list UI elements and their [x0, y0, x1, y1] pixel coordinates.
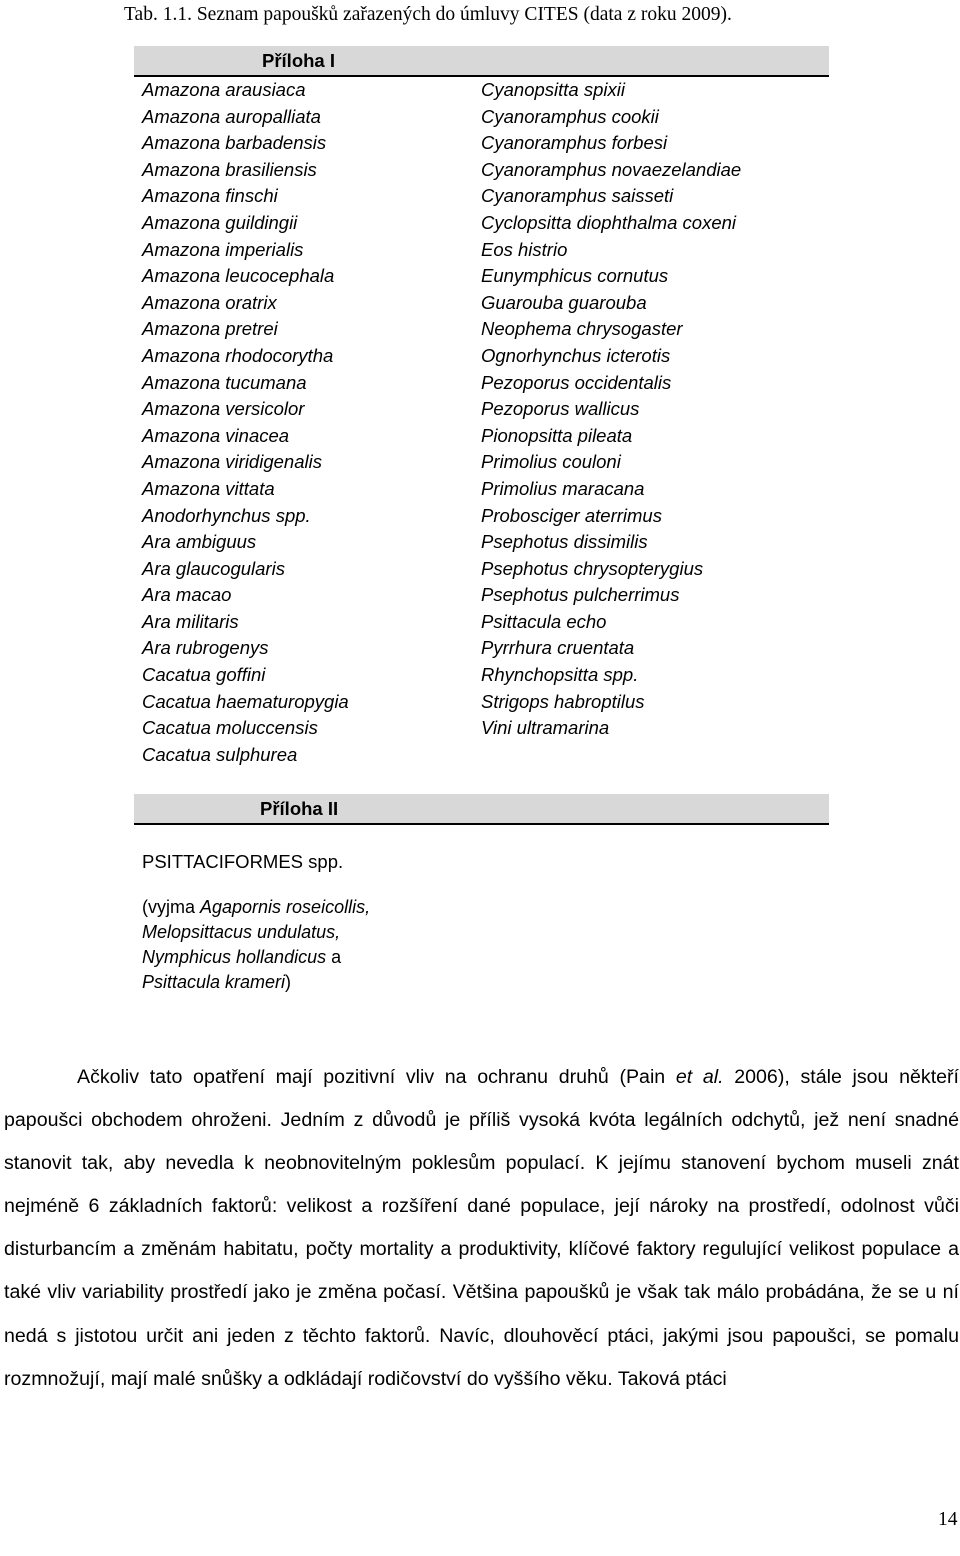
species-name: Psephotus dissimilis	[481, 531, 648, 553]
species-name: Cyclopsitta diophthalma coxeni	[481, 211, 737, 233]
species-name: Rhynchopsitta spp.	[481, 664, 639, 686]
species-name: Amazona guildingii	[142, 211, 298, 233]
table-caption: Tab. 1.1. Seznam papoušků zařazených do úmluvy CITES (data z roku 2009).	[124, 4, 732, 25]
appendix-2-exceptions	[142, 895, 370, 995]
exception-species: Psittacula krameri	[142, 972, 286, 992]
species-name: Cacatua sulphurea	[142, 743, 298, 765]
species-name: Cacatua goffini	[142, 664, 266, 686]
appendix-1-title: Příloha I	[262, 50, 335, 71]
species-name: Eos histrio	[481, 238, 568, 260]
species-name: Cyanopsitta spixii	[481, 79, 625, 100]
body-text-part-2: 2006), stále jsou někteří papoušci obchodem ohroženi. Jedním z důvodů je příliš vysoká kvóta legálních odchytů, jež není snadné stanovit tak, aby nevedla k neobnovitelným poklesům populací. K jejímu stanovení bychom museli znát nejméně 6 základních faktorů: velikost a rozšíření dané populace, její nároky na prostředí, odolnost vůči disturbancím a změnám habitatu, počty mortality a produktivity, klíčové faktory regulující velikost populace a také vliv variability prostředí jako je změna počasí. Většina papoušků je však tak málo probádána, že se u ní nedá s jistotou určit ani jeden z těchto faktorů. Navíc, dlouhověcí ptáci, jakými jsou papoušci, se pomalu rozmnožují, mají malé snůšky a odkládají rodičovství do vyššího věku. Taková ptáci	[4, 1066, 959, 1390]
body-text-part-1: Ačkoliv tato opatření mají pozitivní vliv na ochranu druhů (Pain	[77, 1066, 676, 1088]
species-name: Amazona barbadensis	[142, 132, 327, 154]
species-name: Amazona tucumana	[142, 371, 307, 393]
species-name: Strigops habroptilus	[481, 690, 645, 712]
species-name: Psephotus pulcherrimus	[481, 584, 680, 606]
species-name: Amazona oratrix	[142, 291, 277, 313]
species-name: Cyanoramphus novaezelandiae	[481, 158, 742, 180]
species-name: Amazona auropalliata	[142, 105, 321, 127]
species-name: Eunymphicus cornutus	[481, 265, 669, 287]
page-number: 14	[938, 1509, 958, 1530]
species-name: Anodorhynchus spp.	[142, 504, 311, 526]
body-paragraph	[4, 1056, 959, 1401]
species-name: Primolius couloni	[481, 451, 621, 473]
species-name: Amazona leucocephala	[142, 265, 335, 287]
species-name: Psephotus chrysopterygius	[481, 557, 704, 579]
exception-species: Nymphicus hollandicus	[142, 947, 327, 967]
appendix-2-title: Příloha II	[260, 798, 339, 819]
exceptions-and: a	[326, 947, 342, 967]
species-name: Cyanoramphus cookii	[481, 105, 659, 127]
exceptions-open: (vyjma	[142, 897, 200, 917]
species-name: Guarouba guarouba	[481, 291, 647, 313]
species-name: Amazona pretrei	[142, 318, 278, 340]
species-name: Probosciger aterrimus	[481, 504, 662, 526]
appendix-1-column-1	[142, 77, 349, 768]
exception-species: Agapornis roseicollis,	[200, 897, 371, 917]
species-name: Cyanoramphus saisseti	[481, 185, 674, 207]
species-name: Amazona vittata	[142, 477, 275, 499]
appendix-1-column-2	[481, 77, 741, 742]
et-al: et al.	[675, 1066, 724, 1088]
species-name: Amazona finschi	[142, 185, 278, 207]
species-name: Amazona arausiaca	[142, 79, 306, 100]
species-name: Amazona imperialis	[142, 238, 304, 260]
appendix-2-header	[134, 794, 829, 825]
appendix-2-order: PSITTACIFORMES spp.	[142, 851, 344, 872]
species-name: Amazona rhodocorytha	[142, 344, 334, 366]
species-name: Pezoporus occidentalis	[481, 371, 672, 393]
species-name: Pionopsitta pileata	[481, 424, 633, 446]
species-name: Vini ultramarina	[481, 717, 610, 739]
species-name: Ara rubrogenys	[142, 637, 269, 659]
species-name: Neophema chrysogaster	[481, 318, 683, 340]
species-name: Pezoporus wallicus	[481, 398, 640, 420]
species-name: Ara glaucogularis	[142, 557, 285, 579]
species-name: Cacatua haematuropygia	[142, 690, 349, 712]
species-name: Psittacula echo	[481, 610, 607, 632]
appendix-1-header	[134, 46, 829, 77]
species-name: Amazona viridigenalis	[142, 451, 322, 473]
species-name: Cyanoramphus forbesi	[481, 132, 668, 154]
species-name: Pyrrhura cruentata	[481, 637, 635, 659]
species-name: Ognorhynchus icterotis	[481, 344, 671, 366]
species-name: Amazona vinacea	[142, 424, 290, 446]
species-name: Cacatua moluccensis	[142, 717, 318, 739]
species-name: Ara ambiguus	[142, 531, 257, 553]
species-name: Ara militaris	[142, 610, 239, 632]
species-name: Amazona versicolor	[142, 398, 305, 420]
species-name: Ara macao	[142, 584, 232, 606]
exception-species: Melopsittacus undulatus,	[142, 922, 341, 942]
species-name: Primolius maracana	[481, 477, 645, 499]
species-name: Amazona brasiliensis	[142, 158, 317, 180]
exceptions-close: )	[285, 972, 292, 992]
